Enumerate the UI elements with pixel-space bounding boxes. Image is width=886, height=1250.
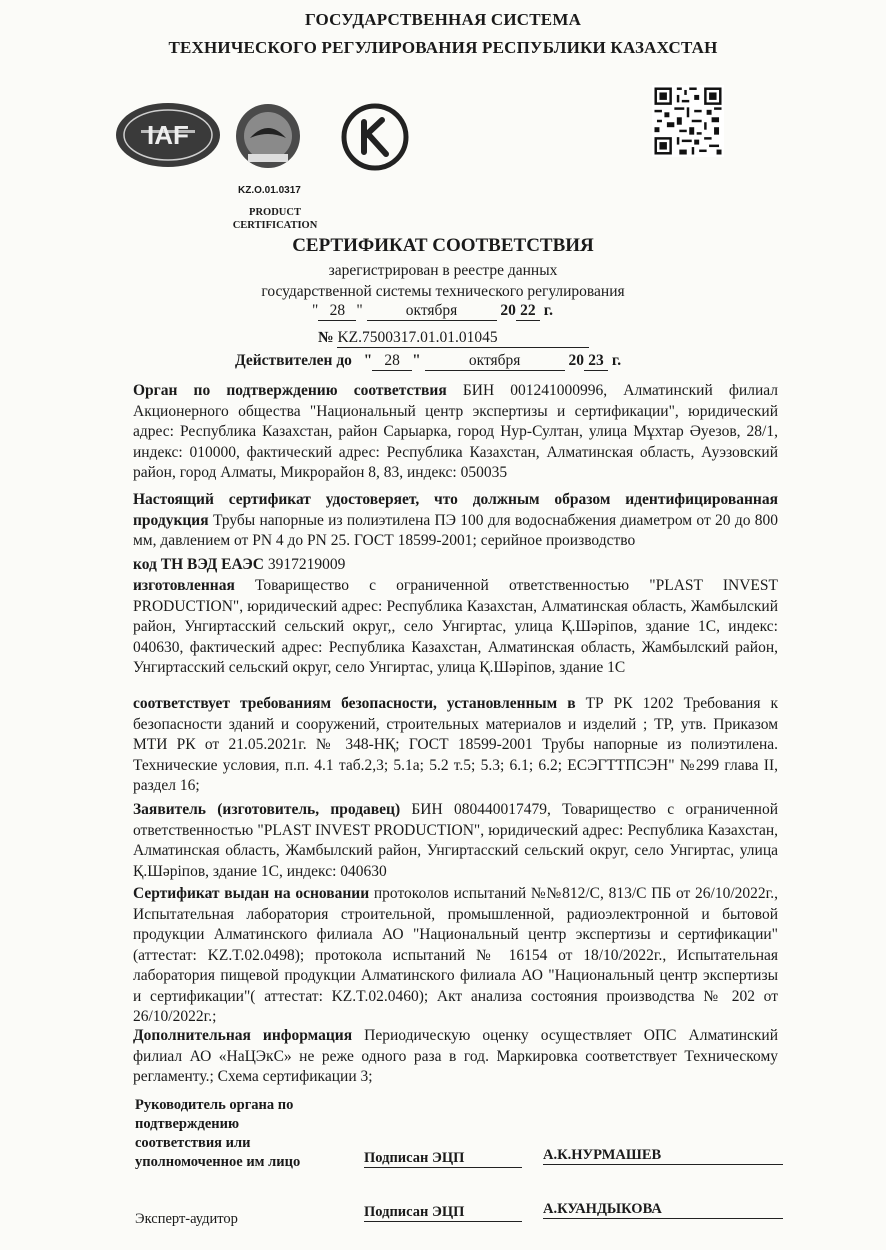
applicant-text: БИН 080440017479, Товарищество с ограниченной ответственностью "PLAST INVEST PRODUCTION", юридический адрес: Республика Казахстан, Алматинская область, Жамбылский район, Унгиртасский сельский округ, село Унгиртас, улица Қ.Шәріпов, здание 1С, индекс: 040630 [133, 801, 778, 880]
complies-paragraph [133, 694, 778, 797]
accreditation-code: KZ.O.01.0317 [238, 185, 301, 196]
head-label-line-4: уполномоченное им лицо [135, 1154, 301, 1170]
certifies-paragraph [133, 490, 778, 552]
valid-until-line: Действителен до " 28 " октября 20 23 г. [235, 352, 622, 369]
expert-signature-label: Эксперт-аудитор [135, 1211, 238, 1227]
iaf-logo-text: IAF [147, 120, 189, 150]
reg-year-g: г. [543, 302, 553, 319]
valid-month: октября [425, 352, 565, 371]
expert-name: А.КУАНДЫКОВА [543, 1201, 783, 1219]
kz-conformity-mark-icon [340, 102, 410, 172]
head-label-line-1: Руководитель органа по [135, 1097, 294, 1113]
valid-year-prefix: 20 [568, 352, 585, 369]
valid-until-label: Действителен до [235, 352, 352, 369]
reg-year-suffix: 22 [516, 302, 540, 321]
valid-day: 28 [372, 352, 412, 371]
certifies-label: Настоящий сертификат удостоверяет, что должным образом идентифицированная продукция [133, 491, 778, 529]
additional-paragraph [133, 1026, 778, 1088]
code-paragraph [133, 555, 778, 576]
code-value: 3917219009 [267, 556, 346, 573]
number-sign: № [318, 329, 334, 346]
reg-month: октября [367, 302, 497, 321]
registered-line-1: зарегистрирован в реестре данных [328, 262, 558, 279]
certificate-number: KZ.7500317.01.01.01045 [337, 329, 589, 348]
valid-year-suffix: 23 [584, 352, 608, 371]
head-label-line-3: соответствия или [135, 1135, 251, 1151]
applicant-paragraph [133, 800, 778, 882]
organ-paragraph [133, 381, 778, 484]
registration-date: " 28 " октября 20 22 г. [312, 302, 553, 319]
basis-text: протоколов испытаний №№812/С, 813/С ПБ от 26/10/2022г., Испытательная лаборатория строительной, промышленной, радиоэлектронной и бытовой продукции Алматинского филиала АО "Национальный центр экспертизы и сертификации" (аттестат: KZ.T.02.0498); протокола испытаний № 16154 от 18/10/2022г., Испытательная лаборатория пищевой продукции Алматинского филиала АО "Национальный центр экспертизы и сертификации"( аттестат: KZ.T.02.0460); Акт анализа состояния производства № 202 от 26/10/2022г.; [133, 885, 778, 1025]
basis-label: Сертификат выдан на основании [133, 885, 370, 902]
complies-text: ТР РК 1202 Требования к безопасности зданий и сооружений, строительных материалов и изделий ; ТР, утв. Приказом МТИ РК от 21.05.2021г. № 348-НҚ; ГОСТ 18599-2001 Трубы напорные из полиэтилена. Технические условия, п.п. 4.1 таб.2,3; 5.1а; 5.2 т.5; 5.3; 6.1; 6.2; ЕСЭГТТПСЭН" №299 глава II, раздел 16; [133, 695, 778, 794]
applicant-label: Заявитель (изготовитель, продавец) [133, 801, 401, 818]
complies-label: соответствует требованиям безопасности, установленным в [133, 695, 576, 712]
additional-text: Периодическую оценку осуществляет ОПС Алматинский филиал АО «НаЦЭкС» не реже одного раза в год. Маркировка соответствует Техническому регламенту.; Схема сертификации 3; [133, 1027, 779, 1085]
qr-code-icon [652, 85, 724, 157]
reg-year-prefix: 20 [500, 302, 516, 319]
basis-paragraph [133, 884, 778, 1028]
registered-line-2: государственной системы технического регулирования [261, 283, 625, 300]
organ-text: БИН 001241000996, Алматинский филиал Акционерного общества "Национальный центр экспертизы и сертификации", юридический адрес: Республика Казахстан, район Сарыарка, город Нур-Султан, улица Мұхтар Әуезов, 28/1, индекс: 010000, фактический адрес: Республика Казахстан, Алматинская область, Ауэзовский район, город Алматы, Микрорайон 8, 83, индекс: 050035 [133, 382, 779, 481]
head-name: А.К.НУРМАШЕВ [543, 1147, 783, 1165]
code-label: код ТН ВЭД ЕАЭС [133, 556, 264, 573]
product-certification-label: PRODUCT CERTIFICATION [232, 207, 318, 231]
certificate-number-line [318, 329, 589, 348]
valid-year-g: г. [611, 352, 622, 369]
head-signature-label [135, 1096, 300, 1172]
header-line-2: ТЕХНИЧЕСКОГО РЕГУЛИРОВАНИЯ РЕСПУБЛИКИ КАЗАХСТАН [168, 38, 718, 57]
expert-digital-signature: Подписан ЭЦП [364, 1204, 522, 1222]
accreditation-emblem-icon [228, 100, 308, 172]
certificate-title: СЕРТИФИКАТ СООТВЕТСТВИЯ [292, 235, 594, 256]
head-digital-signature: Подписан ЭЦП [364, 1150, 522, 1168]
reg-day: 28 [318, 302, 356, 321]
additional-label: Дополнительная информация [133, 1027, 353, 1044]
manufactured-text: Товарищество с ограниченной ответственностью "PLAST INVEST PRODUCTION", юридический адрес: Республика Казахстан, Алматинская область, Жамбылский район, Унгиртасский сельский округ,, село Унгиртас, улица Қ.Шәріпов, здание 1С, индекс: 040630, фактический адрес: Республика Казахстан, Алматинская область, Жамбылский район, Унгиртасский сельский округ, село Унгиртас, улица Қ.Шәріпов, здание 1С [133, 577, 778, 676]
head-label-line-2: подтверждению [135, 1116, 240, 1132]
organ-label: Орган по подтверждению соответствия [133, 382, 447, 399]
manufactured-paragraph [133, 576, 778, 679]
header-line-1: ГОСУДАРСТВЕННАЯ СИСТЕМА [304, 10, 582, 29]
certifies-text: Трубы напорные из полиэтилена ПЭ 100 для водоснабжения диаметром от 20 до 800 мм, давлением от PN 4 до PN 25. ГОСТ 18599-2001; серийное производство [133, 511, 779, 549]
manufactured-label: изготовленная [133, 577, 235, 594]
iaf-logo-icon [113, 100, 233, 170]
